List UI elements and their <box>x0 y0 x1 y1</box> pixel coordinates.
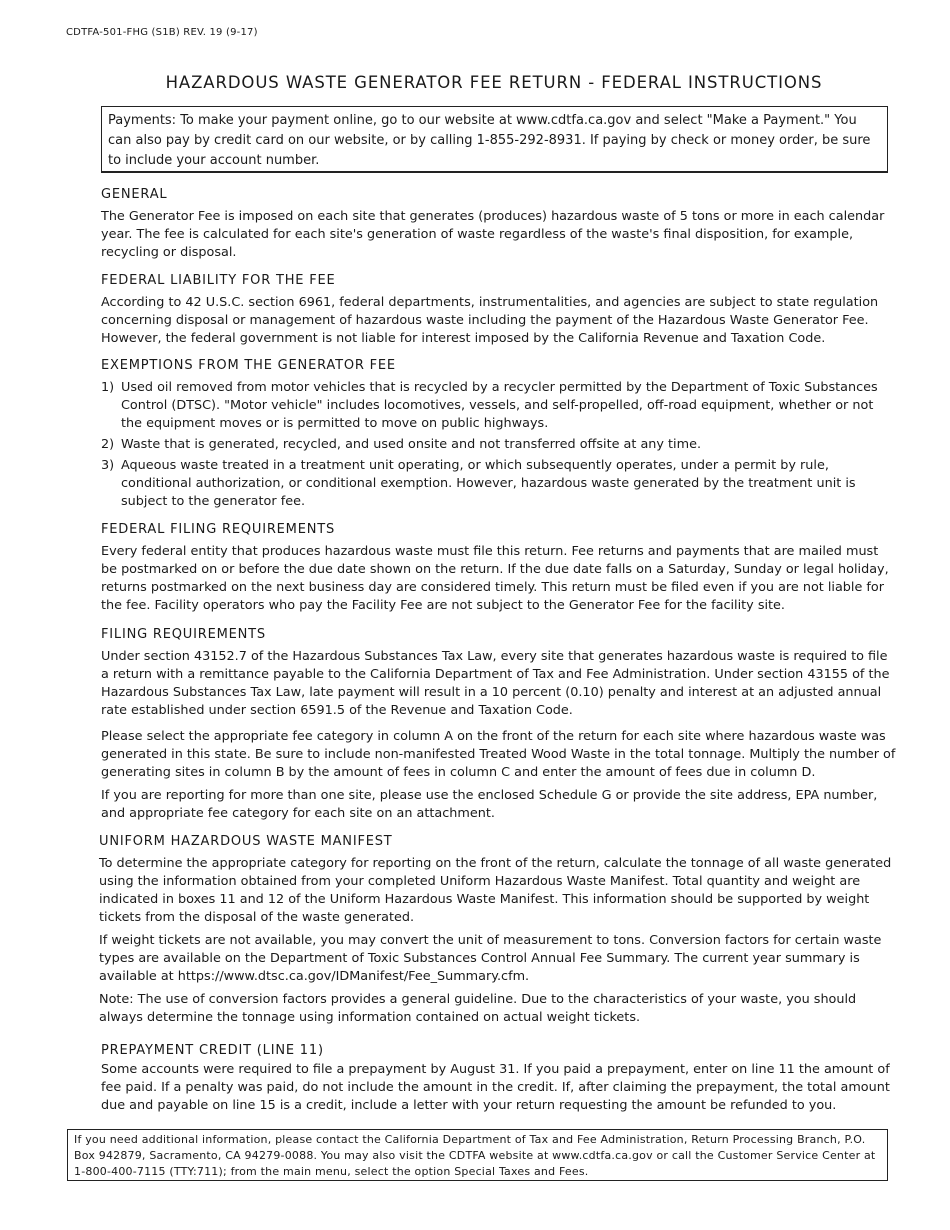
section-text: The Generator Fee is imposed on each site that generates (produces) hazardous waste of 5 tons or more in each calendar year. The fee is calculated for each site's generation of waste regardless of the waste's final disposition, for example, recycling or disposal. <box>101 209 885 260</box>
page-title: HAZARDOUS WASTE GENERATOR FEE RETURN - FEDERAL INSTRUCTIONS <box>165 73 823 92</box>
section-paragraph: If weight tickets are not available, you may convert the unit of measurement to tons. Conversion factors for certain waste types are available on the Department of Toxic Substances Control Annual Fee Summary. The current year summary is available at https://www.dtsc.ca.gov/IDManifest/Fee_Summary.cfm. <box>99 933 882 984</box>
list-item <box>101 379 896 433</box>
exemptions-list <box>101 379 896 511</box>
section-federal-liability <box>101 272 896 348</box>
section-general <box>101 186 896 262</box>
section-text: Every federal entity that produces hazardous waste must file this return. Fee returns and payments that are mailed must be postmarked on or before the due date shown on the return. If the due date falls on a Saturday, Sunday or legal holiday, returns postmarked on the next business day are considered timely. This return must be filed even if you are not liable for the fee. Facility operators who pay the Facility Fee are not subject to the Generator Fee for the facility site. <box>101 544 889 613</box>
contact-info-text: If you need additional information, please contact the California Department of Tax and Fee Administration, Return Processing Branch, P.O. Box 942879, Sacramento, CA 94279-0088. You may also visit the CDTFA website at www.cdtfa.ca.gov or call the Customer Service Center at 1-800-400-7115 (TTY:711); from the main menu, select the option Special Taxes and Fees. <box>74 1133 876 1178</box>
section-heading: FEDERAL LIABILITY FOR THE FEE <box>101 273 336 288</box>
list-item <box>101 436 896 454</box>
section-paragraph: To determine the appropriate category for reporting on the front of the return, calculate the tonnage of all waste generated using the information obtained from your completed Uniform Hazardous Waste Manifest. Total quantity and weight are indicated in boxes 11 and 12 of the Uniform Hazardous Waste Manifest. This information should be supported by weight tickets from the disposal of the waste generated. <box>99 856 892 925</box>
section-manifest <box>99 833 894 1027</box>
payments-notice-box <box>101 106 888 173</box>
section-text: Some accounts were required to file a prepayment by August 31. If you paid a prepayment, enter on line 11 the amount of fee paid. If a penalty was paid, do not include the amount in the credit. If, after claiming the prepayment, the total amount due and payable on line 15 is a credit, include a letter with your return requesting the amount be refunded to you. <box>101 1062 890 1113</box>
list-item-number: 3) <box>101 458 115 473</box>
list-item <box>101 457 896 511</box>
section-paragraph: Note: The use of conversion factors provides a general guideline. Due to the characteristics of your waste, you should always determine the tonnage using information contained on actual weight tickets. <box>99 992 857 1025</box>
list-item-text: Used oil removed from motor vehicles that is recycled by a recycler permitted by the Department of Toxic Substances Control (DTSC). "Motor vehicle" includes locomotives, vessels, and self-propelled, off-road equipment, whether or not the equipment moves or is permitted to move on public highways. <box>121 380 878 431</box>
section-paragraph: If you are reporting for more than one site, please use the enclosed Schedule G or provide the site address, EPA number, and appropriate fee category for each site on an attachment. <box>101 788 878 821</box>
section-paragraph: Under section 43152.7 of the Hazardous Substances Tax Law, every site that generates hazardous waste is required to file a return with a remittance payable to the California Department of Tax and Fee Administration. Under section 43155 of the Hazardous Substances Tax Law, late payment will result in a 10 percent (0.10) penalty and interest at an adjusted annual rate established under section 6591.5 of the Revenue and Taxation Code. <box>101 649 890 718</box>
section-prepayment <box>101 1042 896 1115</box>
section-heading: FEDERAL FILING REQUIREMENTS <box>101 522 336 537</box>
form-number: CDTFA-501-FHG (S1B) REV. 19 (9-17) <box>66 27 258 38</box>
section-filing-requirements <box>101 626 896 823</box>
section-heading: FILING REQUIREMENTS <box>101 627 266 642</box>
section-paragraph: Please select the appropriate fee category in column A on the front of the return for each site where hazardous waste was generated in this state. Be sure to include non-manifested Treated Wood Waste in the total tonnage. Multiply the number of generating sites in column B by the amount of fees in column C and enter the amount of fees due in column D. <box>101 729 896 780</box>
list-item-text: Aqueous waste treated in a treatment unit operating, or which subsequently operates, under a permit by rule, conditional authorization, or conditional exemption. However, hazardous waste generated by the treatment unit is subject to the generator fee. <box>121 458 856 509</box>
section-heading: UNIFORM HAZARDOUS WASTE MANIFEST <box>99 834 393 849</box>
section-heading: PREPAYMENT CREDIT (LINE 11) <box>101 1043 324 1058</box>
list-item-number: 1) <box>101 380 115 395</box>
section-heading: EXEMPTIONS FROM THE GENERATOR FEE <box>101 358 396 373</box>
payments-notice-text: Payments: To make your payment online, go to our website at www.cdtfa.ca.gov and select "Make a Payment." You can also pay by credit card on our website, or by calling 1-855-292-8931. If paying by check or money order, be sure to include your account number. <box>108 113 871 168</box>
section-text: According to 42 U.S.C. section 6961, federal departments, instrumentalities, and agencies are subject to state regulation concerning disposal or management of hazardous waste including the payment of the Hazardous Waste Generator Fee. However, the federal government is not liable for interest imposed by the California Revenue and Taxation Code. <box>101 295 879 346</box>
section-exemptions <box>101 357 896 514</box>
contact-info-box <box>67 1129 888 1181</box>
list-item-text: Waste that is generated, recycled, and used onsite and not transferred offsite at any time. <box>121 437 702 452</box>
list-item-number: 2) <box>101 437 115 452</box>
section-federal-filing <box>101 521 896 615</box>
section-heading: GENERAL <box>101 187 168 202</box>
